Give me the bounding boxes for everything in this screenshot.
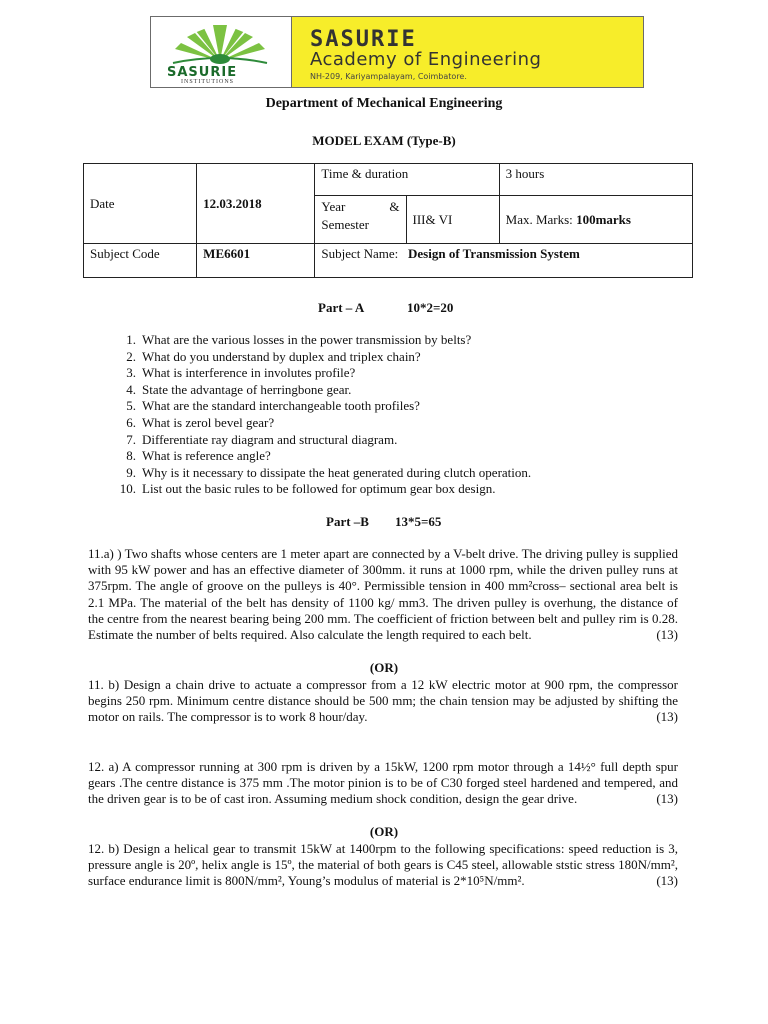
question-text: What is reference angle? [142, 448, 271, 464]
list-item [110, 398, 531, 415]
list-item [110, 465, 531, 482]
max-marks-label: Max. Marks: [505, 211, 577, 227]
question-text: Differentiate ray diagram and structural diagram. [142, 431, 398, 447]
date-label: Date [84, 164, 197, 244]
time-label: Time & duration [315, 164, 499, 196]
question-12b-text: 12. b) Design a helical gear to transmit 15kW at 1400rpm to the following specifications: speed reduction is 3, pressure angle is 20º, helix angle is 15º, the material of both gears is C45 steel, allowable ststic stress 180N/mm², surface endurance limit is 800N/mm², Young’s modulus of material is 2*10⁵N/mm². [88, 841, 678, 889]
list-item [110, 382, 531, 399]
question-number: 10. [119, 481, 136, 497]
list-item [110, 332, 531, 349]
list-item [110, 415, 531, 432]
part-b-marks: 13*5=65 [395, 514, 442, 529]
question-12b [88, 841, 678, 890]
semester-label: Semester [321, 217, 370, 232]
question-number: 4. [126, 381, 136, 397]
question-text: What are the various losses in the power transmission by belts? [142, 332, 472, 347]
part-b-title: Part –B [326, 514, 369, 529]
subject-name [315, 244, 693, 278]
question-text: State the advantage of herringbone gear. [142, 381, 352, 397]
year-semester-label [315, 196, 406, 244]
department-title: Department of Mechanical Engineering [265, 96, 503, 111]
year-semester-value: III& VI [406, 196, 499, 244]
question-text: What is zerol bevel gear? [142, 414, 275, 430]
question-number: 5. [126, 398, 136, 414]
question-text: Why is it necessary to dissipate the heat generated during clutch operation. [142, 464, 532, 480]
question-text: What is interference in involutes profile? [142, 365, 356, 381]
or-divider-12: (OR) [369, 824, 399, 839]
brand-subtitle: Academy of Engineering [310, 49, 542, 70]
question-12a [88, 759, 678, 808]
max-marks-value: 100marks [576, 211, 631, 227]
question-12a-marks: (13) [656, 791, 678, 807]
subject-code-value: ME6601 [197, 244, 315, 278]
time-value: 3 hours [499, 164, 692, 196]
brand-address: NH-209, Kariyampalayam, Coimbatore. [310, 72, 467, 81]
part-a-title: Part – A [318, 300, 365, 315]
list-item [110, 448, 531, 465]
institution-banner [150, 16, 644, 88]
question-number: 1. [126, 332, 136, 347]
question-11a-marks: (13) [656, 627, 678, 643]
part-a-marks: 10*2=20 [407, 300, 454, 315]
question-12a-text: 12. a) A compressor running at 300 rpm is driven by a 15kW, 1200 rpm motor through a 14½° full depth spur gears .The centre distance is 375 mm .The motor pinion is to be of C30 forged steel hardened and tempered, and the driven gear is to be of cast iron. Assuming medium shock condition, design the gear drive. [88, 759, 678, 807]
question-text: List out the basic rules to be followed for optimum gear box design. [142, 481, 496, 497]
logo-institutions: INSTITUTIONS [181, 79, 234, 85]
list-item [110, 349, 531, 366]
subject-name-value: Design of Transmission System [408, 246, 580, 261]
institution-logo [151, 17, 292, 87]
exam-title: MODEL EXAM (Type-B) [312, 133, 456, 148]
brand-name: SASURIE [310, 27, 417, 52]
question-number: 6. [126, 414, 136, 430]
question-11b-marks: (13) [656, 709, 678, 725]
max-marks [499, 196, 692, 244]
banner-title-area [292, 17, 643, 87]
date-value: 12.03.2018 [197, 164, 315, 244]
list-item [110, 481, 531, 498]
list-item [110, 365, 531, 382]
exam-info-table [83, 163, 693, 278]
question-11b [88, 677, 678, 726]
question-number: 9. [126, 464, 136, 480]
question-11a [88, 546, 678, 643]
year-label: Year [321, 199, 346, 214]
question-11b-text: 11. b) Design a chain drive to actuate a compressor from a 12 kW electric motor at 900 rpm, the compressor begins 250 rpm. Minimum centre distance should be 500 mm; the chain tension may be adjusted by shifting the motor on rails. The compressor is to work 8 hour/day. [88, 677, 678, 725]
question-number: 7. [126, 431, 136, 447]
part-a-question-list [110, 332, 531, 498]
subject-name-label: Subject Name: [321, 246, 399, 261]
question-12b-marks: (13) [656, 873, 678, 889]
year-amp: & [389, 199, 400, 214]
question-text: What do you understand by duplex and triplex chain? [142, 348, 421, 364]
or-divider-11: (OR) [369, 660, 399, 675]
subject-code-label: Subject Code [84, 244, 197, 278]
question-number: 8. [126, 448, 136, 464]
logo-name: SASURIE [167, 65, 238, 80]
question-number: 3. [126, 365, 136, 381]
question-text: What are the standard interchangeable tooth profiles? [142, 398, 420, 414]
question-11a-text: 11.a) ) Two shafts whose centers are 1 meter apart are connected by a V-belt drive. The driving pulley is supplied with 95 kW power and has an effective diameter of 300mm. it runs at 1000 rpm, while the driven pulley runs at 375rpm. The angle of groove on the pulleys is 40°. Permissible tension in 400 mm²cross– sectional area belt is 2.1 MPa. The material of the belt has density of 1100 kg/ mm3. The driven pulley is overhung, the distance of the centre from the nearest bearing being 200 mm. The coefficient of friction between belt and pulley rim is 0.28. Estimate the number of belts required. Also calculate the length required to each belt. [88, 546, 678, 643]
question-number: 2. [126, 348, 136, 364]
list-item [110, 432, 531, 449]
